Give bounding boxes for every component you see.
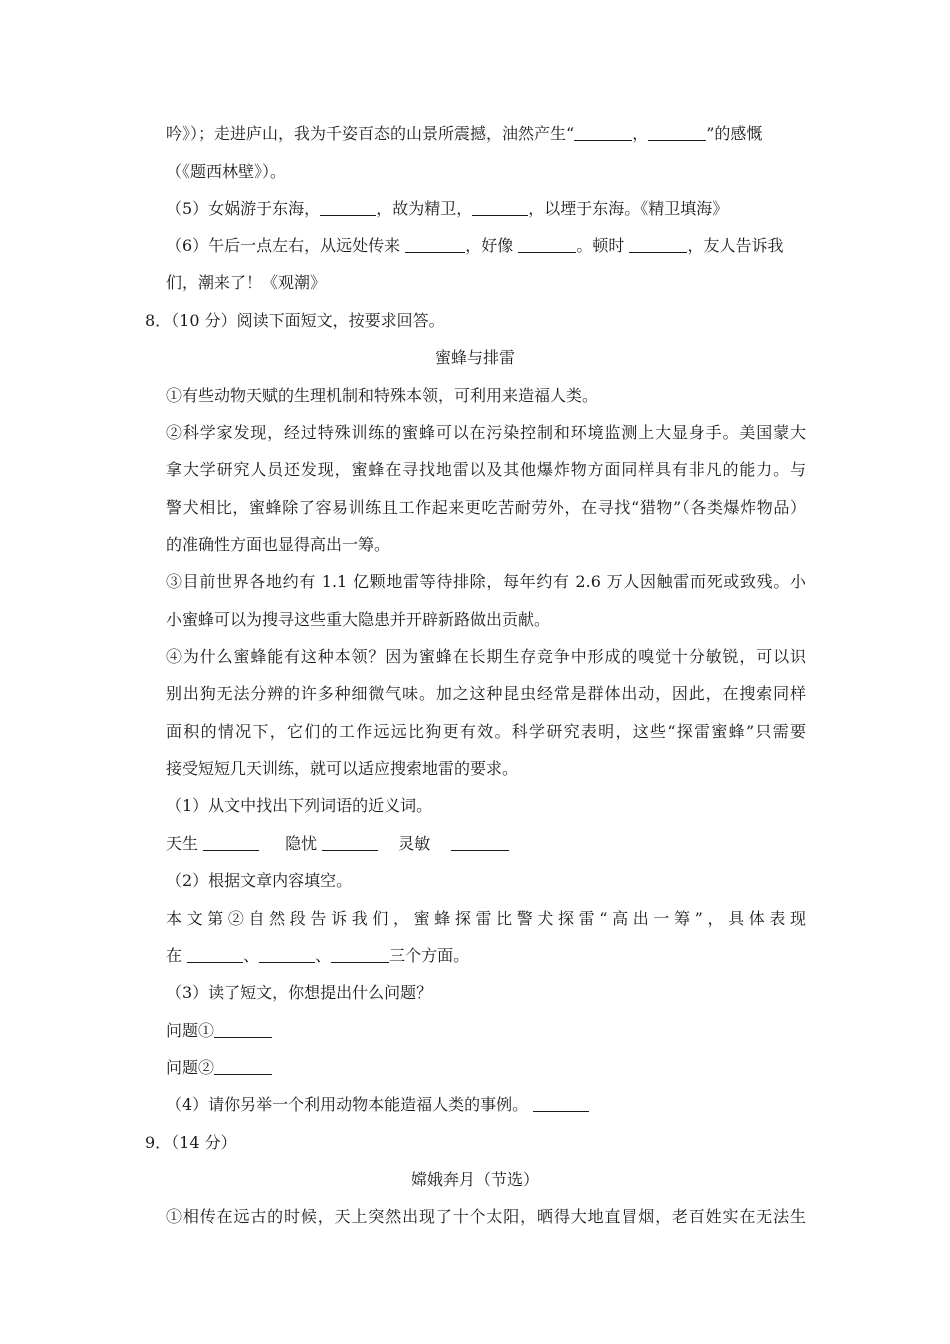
q8-paragraph-4-line-1: ④为什么蜜蜂能有这种本领？因为蜜蜂在长期生存竞争中形成的嗅觉十分敏锐，可以识 <box>166 647 806 666</box>
q8-synonym-row: 天生 隐忧 灵敏 <box>166 834 806 854</box>
q8-paragraph-4-line-3: 面积的情况下，它们的工作远远比狗更有效。科学研究表明，这些“探雷蜜蜂”只需要 <box>166 722 806 741</box>
answer-blank[interactable] <box>187 946 243 963</box>
answer-blank[interactable] <box>322 834 378 851</box>
q8-paragraph-2-line-1: ②科学家发现，经过特殊训练的蜜蜂可以在污染控制和环境监测上大显身手。美国蒙大 <box>166 423 806 442</box>
q7-item-6-continued: 们，潮来了！《观潮》 <box>166 273 327 292</box>
q8-passage-title: 蜜蜂与排雷 <box>434 348 515 367</box>
answer-blank[interactable] <box>320 199 376 216</box>
q8-question-2-row: 问题② <box>166 1058 806 1078</box>
q7-item-5: （5）女娲游于东海， ，故为精卫， ，以堙于东海。《精卫填海》 <box>166 199 729 218</box>
q8-paragraph-3-line-1: ③目前世界各地约有 1.1 亿颗地雷等待排除，每年约有 2.6 万人因触雷而死或致残。小 <box>166 572 806 591</box>
q8-paragraph-2-line-4: 的准确性方面也显得高出一筹。 <box>166 535 391 554</box>
q8-paragraph-1: ①有些动物天赋的生理机制和特殊本领，可利用来造福人类。 <box>166 386 599 405</box>
q8-paragraph-3-line-2: 小蜜蜂可以为搜寻这些重大隐患并开辟新路做出贡献。 <box>166 610 551 629</box>
q8-paragraph-4-line-4: 接受短短几天训练，就可以适应搜索地雷的要求。 <box>166 759 519 778</box>
q8-subquestion-3: （3）读了短文，你想提出什么问题？ <box>166 983 433 1002</box>
q9-paragraph-1-line-1: ①相传在远古的时候，天上突然出现了十个太阳，晒得大地直冒烟，老百姓实在无法生 <box>166 1207 806 1226</box>
q8-header: 8．（10 分）阅读下面短文，按要求回答。 <box>145 311 445 330</box>
q8-paragraph-2-line-3: 警犬相比，蜜蜂除了容易训练且工作起来更吃苦耐劳外，在寻找“猎物”（各类爆炸物品） <box>166 498 806 517</box>
q7-item-6: （6）午后一点左右，从远处传来 ，好像 。顿时 ，友人告诉我 <box>166 236 784 255</box>
answer-blank[interactable] <box>648 124 706 141</box>
q8-question-1-row: 问题① <box>166 1021 806 1041</box>
answer-blank[interactable] <box>629 236 687 253</box>
q8-paragraph-4-line-2: 别出狗无法分辨的许多种细微气味。加之这种昆虫经常是群体出动，因此，在搜索同样 <box>166 684 806 703</box>
q8-subquestion-2: （2）根据文章内容填空。 <box>166 871 353 890</box>
q9-passage-title: 嫦娥奔月（节选） <box>410 1170 539 1189</box>
answer-blank[interactable] <box>518 236 576 253</box>
q9-header: 9．（14 分） <box>145 1133 237 1152</box>
answer-blank[interactable] <box>574 124 632 141</box>
answer-blank[interactable] <box>331 946 389 963</box>
q8-subquestion-2-text: 本文第②自然段告诉我们，蜜蜂探雷比警犬探雷“高出一筹”，具体表现 <box>166 909 806 928</box>
q8-paragraph-2-line-2: 拿大学研究人员还发现，蜜蜂在寻找地雷以及其他爆炸物方面同样具有非凡的能力。与 <box>166 460 806 479</box>
answer-blank[interactable] <box>405 236 465 253</box>
answer-blank[interactable] <box>214 1058 272 1075</box>
q8-subquestion-1: （1）从文中找出下列词语的近义词。 <box>166 796 433 815</box>
q7-line-4-continued: 吟》）；走进庐山，我为千姿百态的山景所震撼，油然产生“ ， ”的感慨 <box>166 124 763 143</box>
answer-blank[interactable] <box>259 946 315 963</box>
q7-line-4-source: （《题西林壁》）。 <box>166 162 287 181</box>
q8-subquestion-4: （4）请你另举一个利用动物本能造福人类的事例。 <box>166 1095 806 1115</box>
answer-blank[interactable] <box>472 199 528 216</box>
answer-blank[interactable] <box>451 834 509 851</box>
q8-subquestion-2-blanks: 在 、 、 三个方面。 <box>166 946 470 965</box>
answer-blank[interactable] <box>533 1095 589 1112</box>
answer-blank[interactable] <box>214 1021 272 1038</box>
answer-blank[interactable] <box>203 834 259 851</box>
